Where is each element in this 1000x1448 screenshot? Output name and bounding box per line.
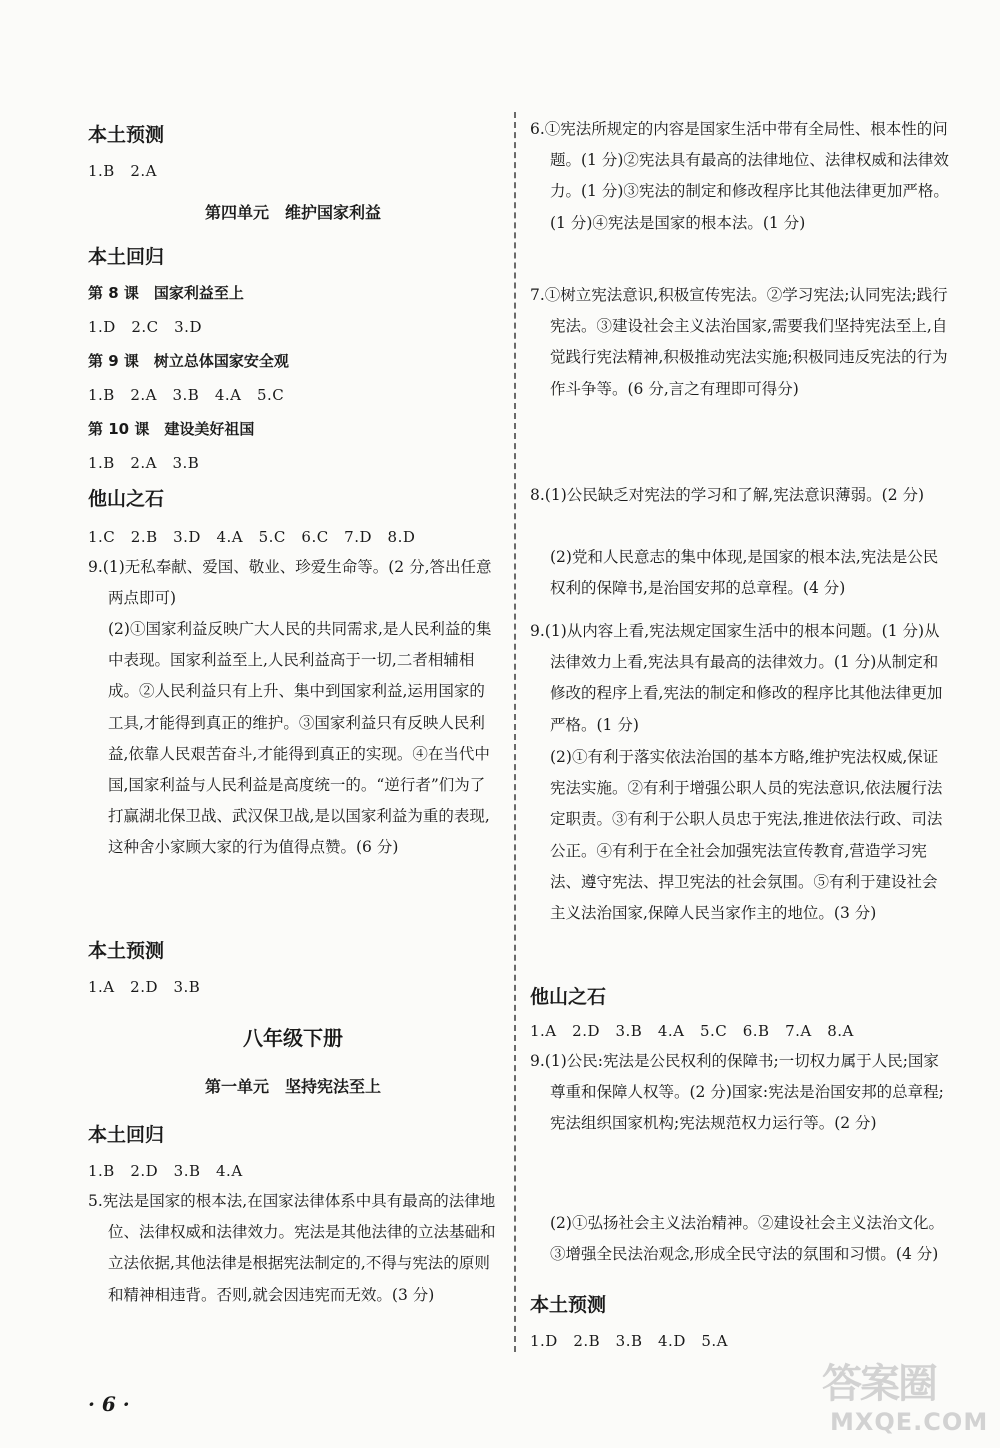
page-number: · 6 · <box>88 1392 130 1416</box>
watermark-logo <box>822 1350 989 1442</box>
section-heading: 本土预测 <box>88 124 165 146</box>
column-divider <box>514 112 516 1352</box>
section-heading: 他山之石 <box>530 986 607 1008</box>
answer-paragraph: 5.宪法是国家的根本法,在国家法律体系中具有最高的法律地位、法律权威和法律效力。宪法是其他法律的立法基础和立法依据,其他法律是根据宪法制定的,不得与宪法的原则和精神相违背。否则,就会因违宪而无效。(3 分) <box>88 1192 496 1304</box>
answer-line: 1.A 2.D 3.B 4.A 5.C 6.B 7.A 8.A <box>530 1022 854 1040</box>
answer-paragraph: 9.(1)无私奉献、爱国、敬业、珍爱生命等。(2 分,答出任意两点即可) <box>88 558 492 608</box>
answer-line: 1.B 2.A 3.B 4.A 5.C <box>88 386 285 404</box>
answer-paragraph: (2)①弘扬社会主义法治精神。②建设社会主义法治文化。③增强全民法治观念,形成全民守法的氛围和习惯。(4 分) <box>550 1214 944 1264</box>
answer-line: 1.C 2.B 3.D 4.A 5.C 6.C 7.D 8.D <box>88 528 416 546</box>
answer-paragraph: (2)①有利于落实依法治国的基本方略,维护宪法权威,保证宪法实施。②有利于增强公职人员的宪法意识,依法履行法定职责。③有利于公职人员忠于宪法,推进依法行政、司法公正。④有利于在全社会加强宪法宣传教育,营造学习宪法、遵守宪法、捍卫宪法的社会氛围。⑤有利于建设社会主义法治国家,保障人民当家作主的地位。(3 分) <box>550 748 943 923</box>
section-heading: 本土回归 <box>88 1124 165 1146</box>
watermark-glyphs: 答案圈 <box>822 1361 936 1407</box>
answer-line: 1.B 2.A 3.B <box>88 454 200 472</box>
answer-paragraph: 6.①宪法所规定的内容是国家生活中带有全局性、根本性的问题。(1 分)②宪法具有最高的法律地位、法律权威和法律效力。(1 分)③宪法的制定和修改程序比其他法律更加严格。(1 分)④宪法是国家的根本法。(1 分) <box>530 120 949 232</box>
answer-paragraph: (2)党和人民意志的集中体现,是国家的根本法,宪法是公民权利的保障书,是治国安邦的总章程。(4 分) <box>550 548 939 598</box>
answer-paragraph: 8.(1)公民缺乏对宪法的学习和了解,宪法意识薄弱。(2 分) <box>530 486 925 504</box>
answer-line: 1.D 2.B 3.B 4.D 5.A <box>530 1332 728 1350</box>
answer-paragraph: 7.①树立宪法意识,积极宣传宪法。②学习宪法;认同宪法;践行宪法。③建设社会主义法治国家,需要我们坚持宪法至上,自觉践行宪法精神,积极推动宪法实施;积极同违反宪法的行为作斗争等。(6 分,言之有理即可得分) <box>530 286 948 398</box>
section-heading: 本土预测 <box>530 1294 607 1316</box>
answer-line: 1.A 2.D 3.B <box>88 978 201 996</box>
section-heading: 本土回归 <box>88 246 165 268</box>
unit-title: 第四单元 维护国家利益 <box>204 203 381 222</box>
section-heading: 他山之石 <box>88 488 165 510</box>
answer-paragraph: 9.(1)从内容上看,宪法规定国家生活中的根本问题。(1 分)从法律效力上看,宪法具有最高的法律效力。(1 分)从制定和修改的程序上看,宪法的制定和修改的程序比其他法律更加严格。(1 分) <box>530 622 943 734</box>
answer-paragraph: 9.(1)公民:宪法是公民权利的保障书;一切权力属于人民;国家尊重和保障人权等。(2 分)国家:宪法是治国安邦的总章程;宪法组织国家机构;宪法规范权力运行等。(2 分) <box>530 1052 944 1133</box>
answer-paragraph: (2)①国家利益反映广大人民的共同需求,是人民利益的集中表现。国家利益至上,人民利益高于一切,二者相辅相成。②人民利益只有上升、集中到国家利益,运用国家的工具,才能得到真正的维护。③国家利益只有反映人民利益,依靠人民艰苦奋斗,才能得到真正的实现。④在当代中国,国家利益与人民利益是高度统一的。“逆行者”们为了打赢湖北保卫战、武汉保卫战,是以国家利益为重的表现,这种舍小家顾大家的行为值得点赞。(6 分) <box>108 620 492 857</box>
unit-title: 第一单元 坚持宪法至上 <box>204 1077 381 1096</box>
answer-line: 1.D 2.C 3.D <box>88 318 202 336</box>
answer-line: 1.B 2.A <box>88 162 157 180</box>
lesson-title: 第 9 课 树立总体国家安全观 <box>88 352 289 370</box>
lesson-title: 第 10 课 建设美好祖国 <box>88 420 255 438</box>
watermark-url: MXQE.COM <box>830 1408 989 1436</box>
section-heading: 本土预测 <box>88 940 165 962</box>
lesson-title: 第 8 课 国家利益至上 <box>88 284 244 302</box>
answer-line: 1.B 2.D 3.B 4.A <box>88 1162 243 1180</box>
grade-title: 八年级下册 <box>243 1026 343 1050</box>
